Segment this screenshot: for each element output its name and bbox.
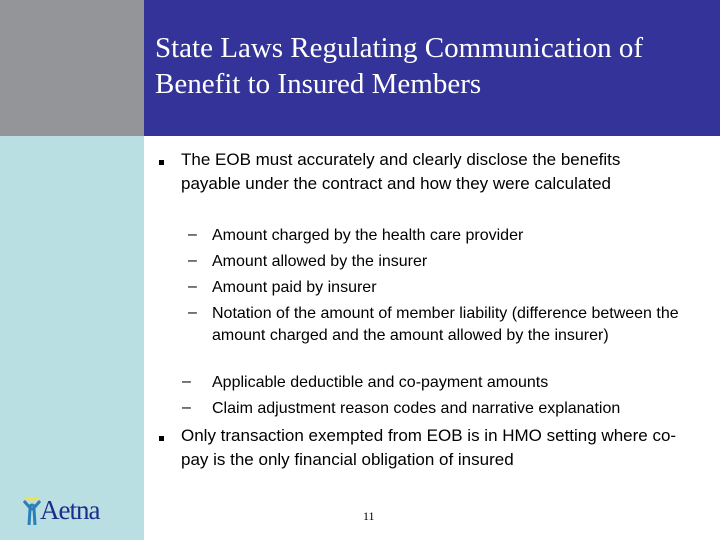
page-number: 11 xyxy=(363,509,375,523)
person-icon xyxy=(22,497,42,527)
bullet-icon xyxy=(159,436,164,441)
aetna-logo xyxy=(22,495,100,532)
dash-icon: – xyxy=(182,399,191,416)
sub-item: Amount paid by insurer xyxy=(212,279,377,296)
corner-block xyxy=(0,0,144,136)
sub-item: Claim adjustment reason codes and narrative explanation xyxy=(212,400,621,417)
sidebar-band xyxy=(0,136,144,540)
sub-item: Amount allowed by the insurer xyxy=(212,253,428,270)
bullet-icon xyxy=(159,160,164,165)
sub-item: Notation of the amount of member liability (difference between the amount charged and the amount allowed by the insurer) xyxy=(212,305,679,344)
dash-icon: – xyxy=(188,278,197,295)
sub-item: Applicable deductible and co-payment amounts xyxy=(212,374,549,391)
slide-title: State Laws Regulating Communication of Benefit to Insured Members xyxy=(155,32,644,100)
dash-icon: – xyxy=(188,226,197,243)
sub-item: Amount charged by the health care provider xyxy=(212,227,524,244)
dash-icon: – xyxy=(182,373,191,390)
bullet-text: Only transaction exempted from EOB is in HMO setting where co-pay is the only financial obligation of insured xyxy=(181,426,677,469)
dash-icon: – xyxy=(188,304,197,321)
dash-icon: – xyxy=(188,252,197,269)
logo-text: Aetna xyxy=(40,495,100,525)
bullet-text: The EOB must accurately and clearly disclose the benefits payable under the contract and how they were calculated xyxy=(181,150,621,193)
